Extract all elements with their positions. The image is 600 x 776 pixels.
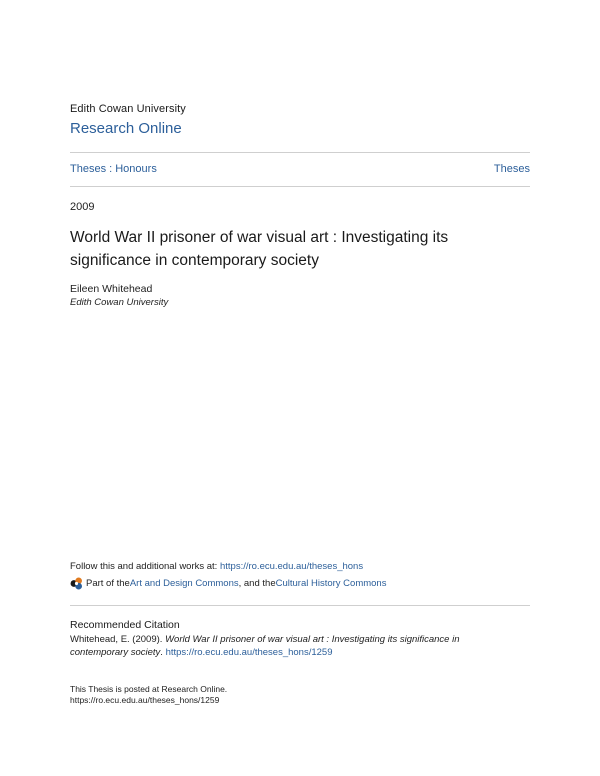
follow-url-link[interactable]: https://ro.ecu.edu.au/theses_hons bbox=[219, 561, 364, 572]
bepress-commons-icon bbox=[70, 577, 83, 590]
research-online-link[interactable]: Research Online bbox=[70, 120, 182, 137]
breadcrumb-theses[interactable]: Theses bbox=[493, 163, 530, 175]
citation-heading: Recommended Citation bbox=[70, 619, 180, 631]
follow-line bbox=[70, 561, 363, 572]
citation-text bbox=[70, 633, 490, 659]
publication-year: 2009 bbox=[70, 201, 95, 213]
art-design-commons-link[interactable]: Art and Design Commons bbox=[129, 578, 239, 589]
follow-prefix: Follow this and additional works at: bbox=[70, 561, 220, 572]
breadcrumb-theses-honours[interactable]: Theses : Honours bbox=[70, 163, 157, 175]
breadcrumb-divider bbox=[70, 186, 530, 187]
author-affiliation: Edith Cowan University bbox=[70, 297, 169, 308]
citation-divider bbox=[70, 605, 530, 606]
author-name: Eileen Whitehead bbox=[70, 283, 153, 295]
posted-line-2: https://ro.ecu.edu.au/theses_hons/1259 bbox=[70, 695, 220, 705]
document-title: World War II prisoner of war visual art : Investigating its significance in contemporary society bbox=[70, 229, 449, 269]
top-divider bbox=[70, 152, 530, 153]
posted-notice bbox=[70, 684, 227, 706]
citation-prefix: Whitehead, E. (2009). bbox=[70, 634, 166, 645]
partof-mid: , and the bbox=[238, 578, 276, 589]
institution-name: Edith Cowan University bbox=[70, 103, 186, 115]
partof-prefix: Part of the bbox=[86, 578, 130, 589]
cultural-history-commons-link[interactable]: Cultural History Commons bbox=[275, 578, 387, 589]
posted-line-1: This Thesis is posted at Research Online. bbox=[70, 684, 228, 694]
citation-url-link[interactable]: https://ro.ecu.edu.au/theses_hons/1259 bbox=[165, 647, 333, 658]
citation-suffix: . bbox=[160, 647, 166, 658]
part-of-line bbox=[70, 577, 386, 590]
citation-title: World War II prisoner of war visual art : Investigating its significance in contemporary society bbox=[70, 634, 460, 658]
